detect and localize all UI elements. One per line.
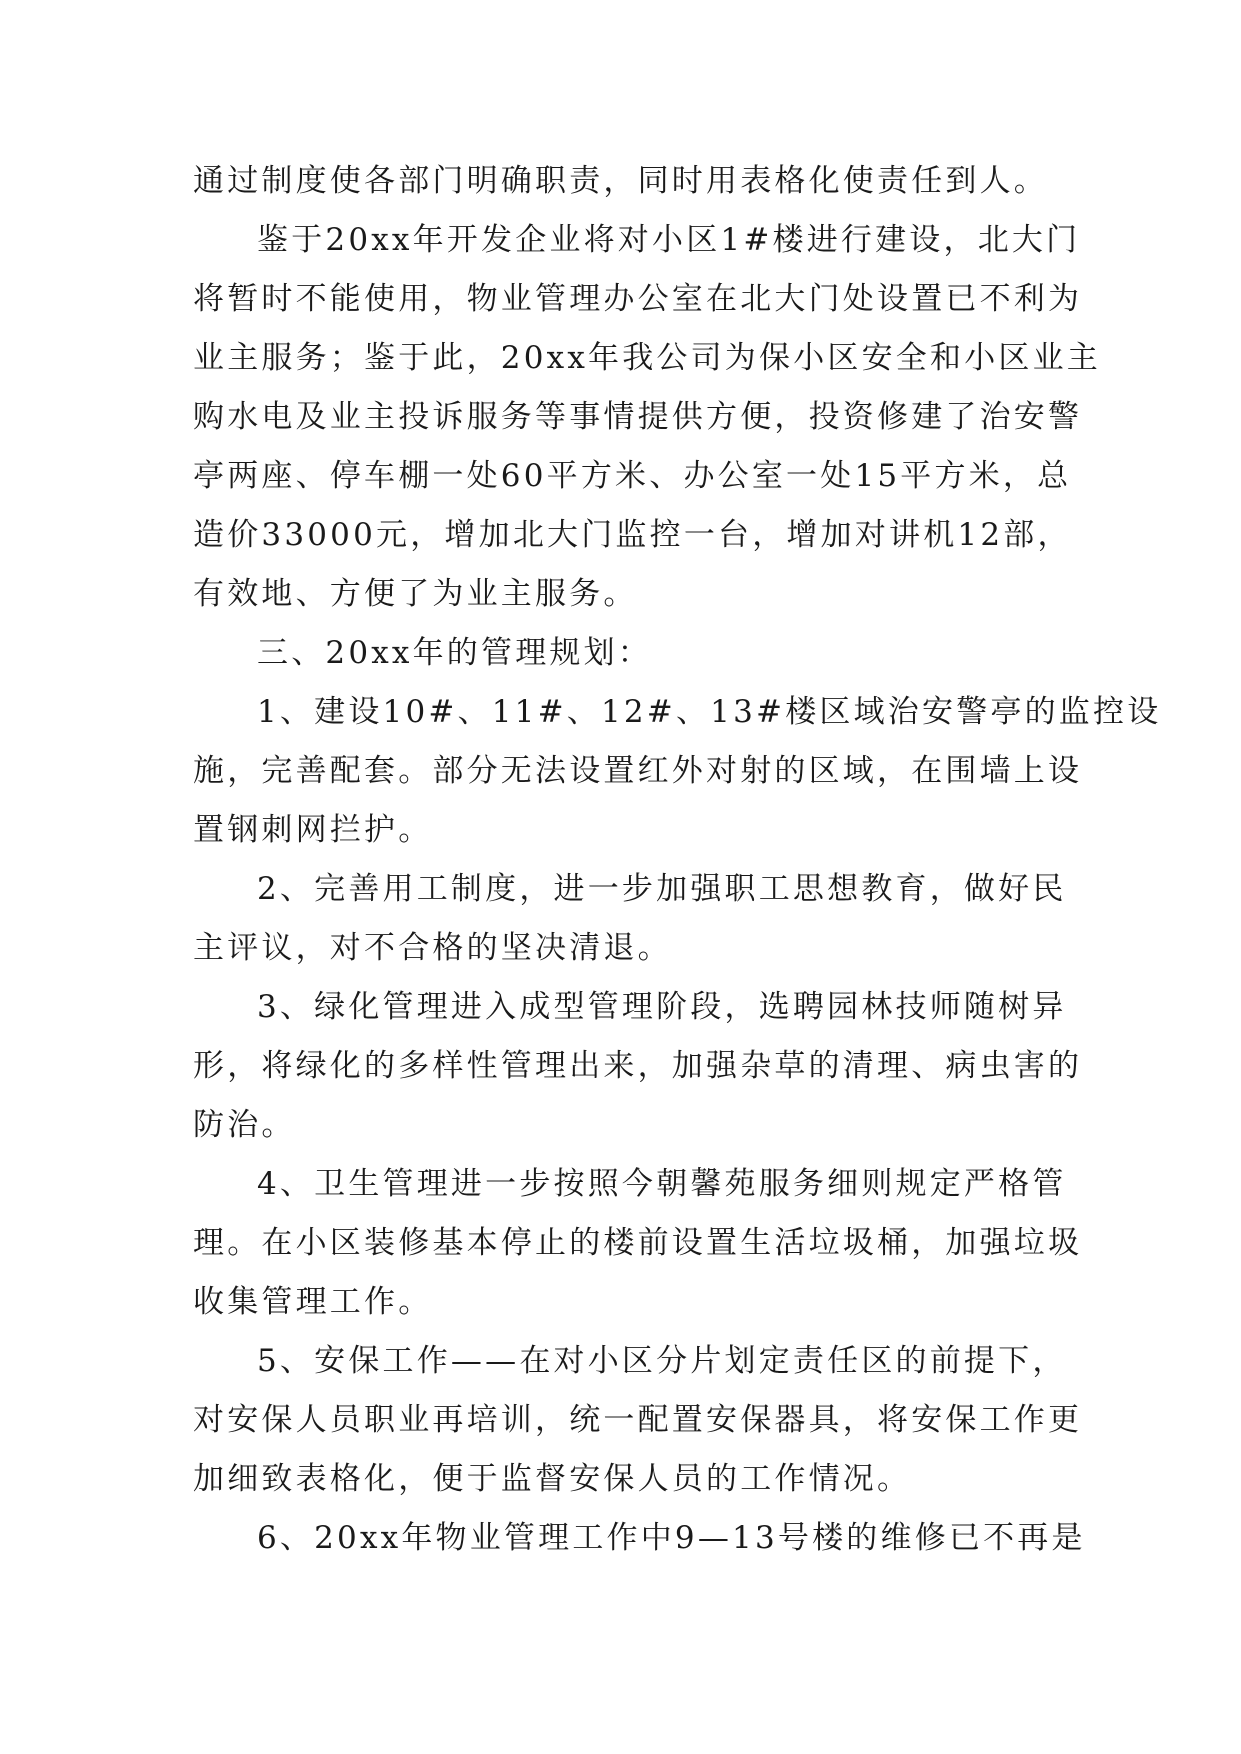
text-line: 主评议，对不合格的坚决清退。: [193, 930, 672, 966]
text-line: 置钢刺网拦护。: [193, 812, 433, 848]
text-line: 加细致表格化，便于监督安保人员的工作情况。: [193, 1461, 912, 1497]
document-body: [193, 152, 1162, 1568]
text-line: 业主服务；鉴于此，20xx年我公司为保小区安全和小区业主: [193, 340, 1102, 376]
text-line: 理。在小区装修基本停止的楼前设置生活垃圾桶，加强垃圾: [193, 1225, 1083, 1261]
text-line: 将暂时不能使用，物业管理办公室在北大门处设置已不利为: [193, 281, 1083, 317]
text-line: 亭两座、停车棚一处60平方米、办公室一处15平方米，总: [193, 458, 1072, 494]
text-line: 购水电及业主投诉服务等事情提供方便，投资修建了治安警: [193, 399, 1083, 435]
text-line: 施，完善配套。部分无法设置红外对射的区域，在围墙上设: [193, 753, 1083, 789]
section-heading: 三、20xx年的管理规划：: [257, 635, 653, 671]
text-line: 1、建设10#、11#、12#、13#楼区域治安警亭的监控设: [257, 694, 1162, 730]
text-line: 造价33000元，增加北大门监控一台，增加对讲机12部，: [193, 517, 1072, 553]
text-line: 鉴于20xx年开发企业将对小区1#楼进行建设，北大门: [257, 222, 1081, 258]
text-line: 有效地、方便了为业主服务。: [193, 576, 638, 612]
text-line: 收集管理工作。: [193, 1284, 433, 1320]
text-line: 形，将绿化的多样性管理出来，加强杂草的清理、病虫害的: [193, 1048, 1083, 1084]
text-line: 通过制度使各部门明确职责，同时用表格化使责任到人。: [193, 163, 1048, 199]
text-line: 4、卫生管理进一步按照今朝馨苑服务细则规定严格管: [257, 1166, 1067, 1202]
text-line: 6、20xx年物业管理工作中9—13号楼的维修已不再是: [257, 1520, 1086, 1556]
text-line: 3、绿化管理进入成型管理阶段，选聘园林技师随树异: [257, 989, 1067, 1025]
text-line: 对安保人员职业再培训，统一配置安保器具，将安保工作更: [193, 1402, 1083, 1438]
text-line: 5、安保工作——在对小区分片划定责任区的前提下，: [257, 1343, 1067, 1379]
text-line: 防治。: [193, 1107, 296, 1143]
text-line: 2、完善用工制度，进一步加强职工思想教育，做好民: [257, 871, 1067, 907]
